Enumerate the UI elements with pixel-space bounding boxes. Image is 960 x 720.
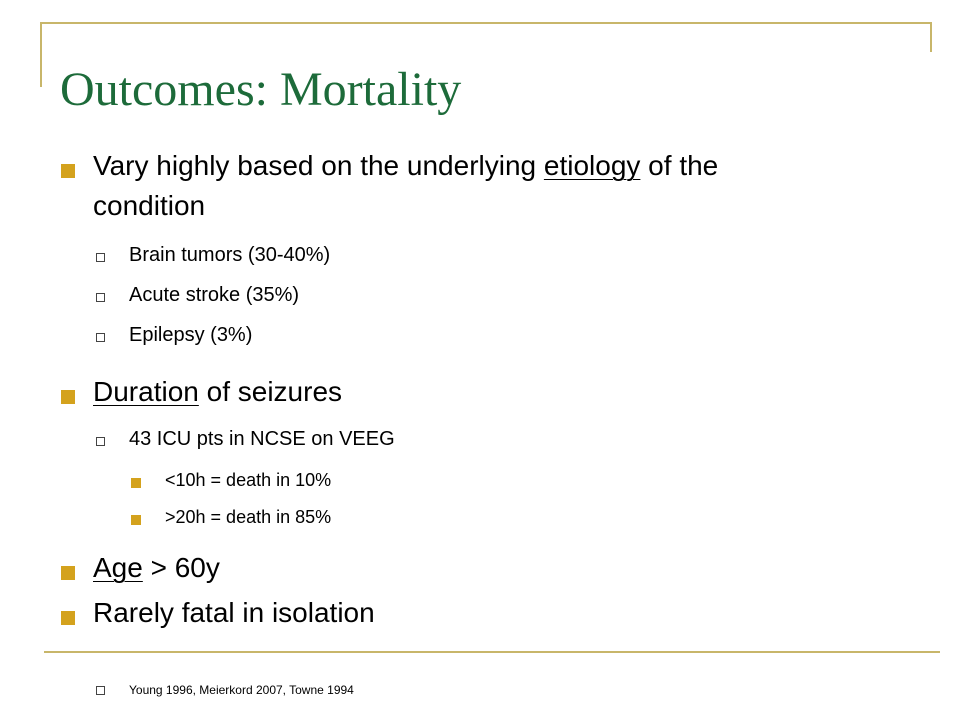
footnote-references: Young 1996, Meierkord 2007, Towne 1994 [129,683,354,697]
hollow-square-icon [96,293,105,302]
hollow-square-icon [96,686,105,695]
age-term: Age [93,552,143,583]
slide-title: Outcomes: Mortality [60,63,462,116]
sub-bullet-epilepsy: Epilepsy (3%) [129,324,253,346]
duration-term: Duration [93,376,199,407]
frame-left-line [40,22,42,87]
bullet-square-icon [61,164,75,178]
bullet-age-suffix: > 60y [142,552,220,583]
bullet-duration-suffix: of seizures [198,376,343,407]
etiology-term: etiology [543,150,641,181]
hollow-square-icon [96,333,105,342]
frame-bottom-line [44,651,940,653]
sub-sub-bullet-over-20h: >20h = death in 85% [165,507,332,527]
bullet-age [93,548,220,588]
bullet-duration [93,372,342,412]
sub-bullet-acute-stroke: Acute stroke (35%) [129,284,300,306]
bullet-square-icon [61,611,75,625]
bullet-square-icon [61,390,75,404]
sub-bullet-brain-tumors: Brain tumors (30-40%) [129,244,331,266]
sub-sub-bullet-under-10h: <10h = death in 10% [165,470,332,490]
bullet-square-icon [131,478,141,488]
bullet-square-icon [61,566,75,580]
bullet-etiology-prefix: Vary highly based on the underlying [93,150,544,181]
hollow-square-icon [96,437,105,446]
bullet-etiology-line2: condition [93,190,206,221]
bullet-etiology [93,146,913,186]
frame-right-line [930,22,932,52]
bullet-rarely-fatal: Rarely fatal in isolation [93,597,375,628]
sub-bullet-icu-pts: 43 ICU pts in NCSE on VEEG [129,428,395,450]
bullet-etiology-suffix: of the [640,150,719,181]
hollow-square-icon [96,253,105,262]
frame-top-line [40,22,932,24]
bullet-square-icon [131,515,141,525]
